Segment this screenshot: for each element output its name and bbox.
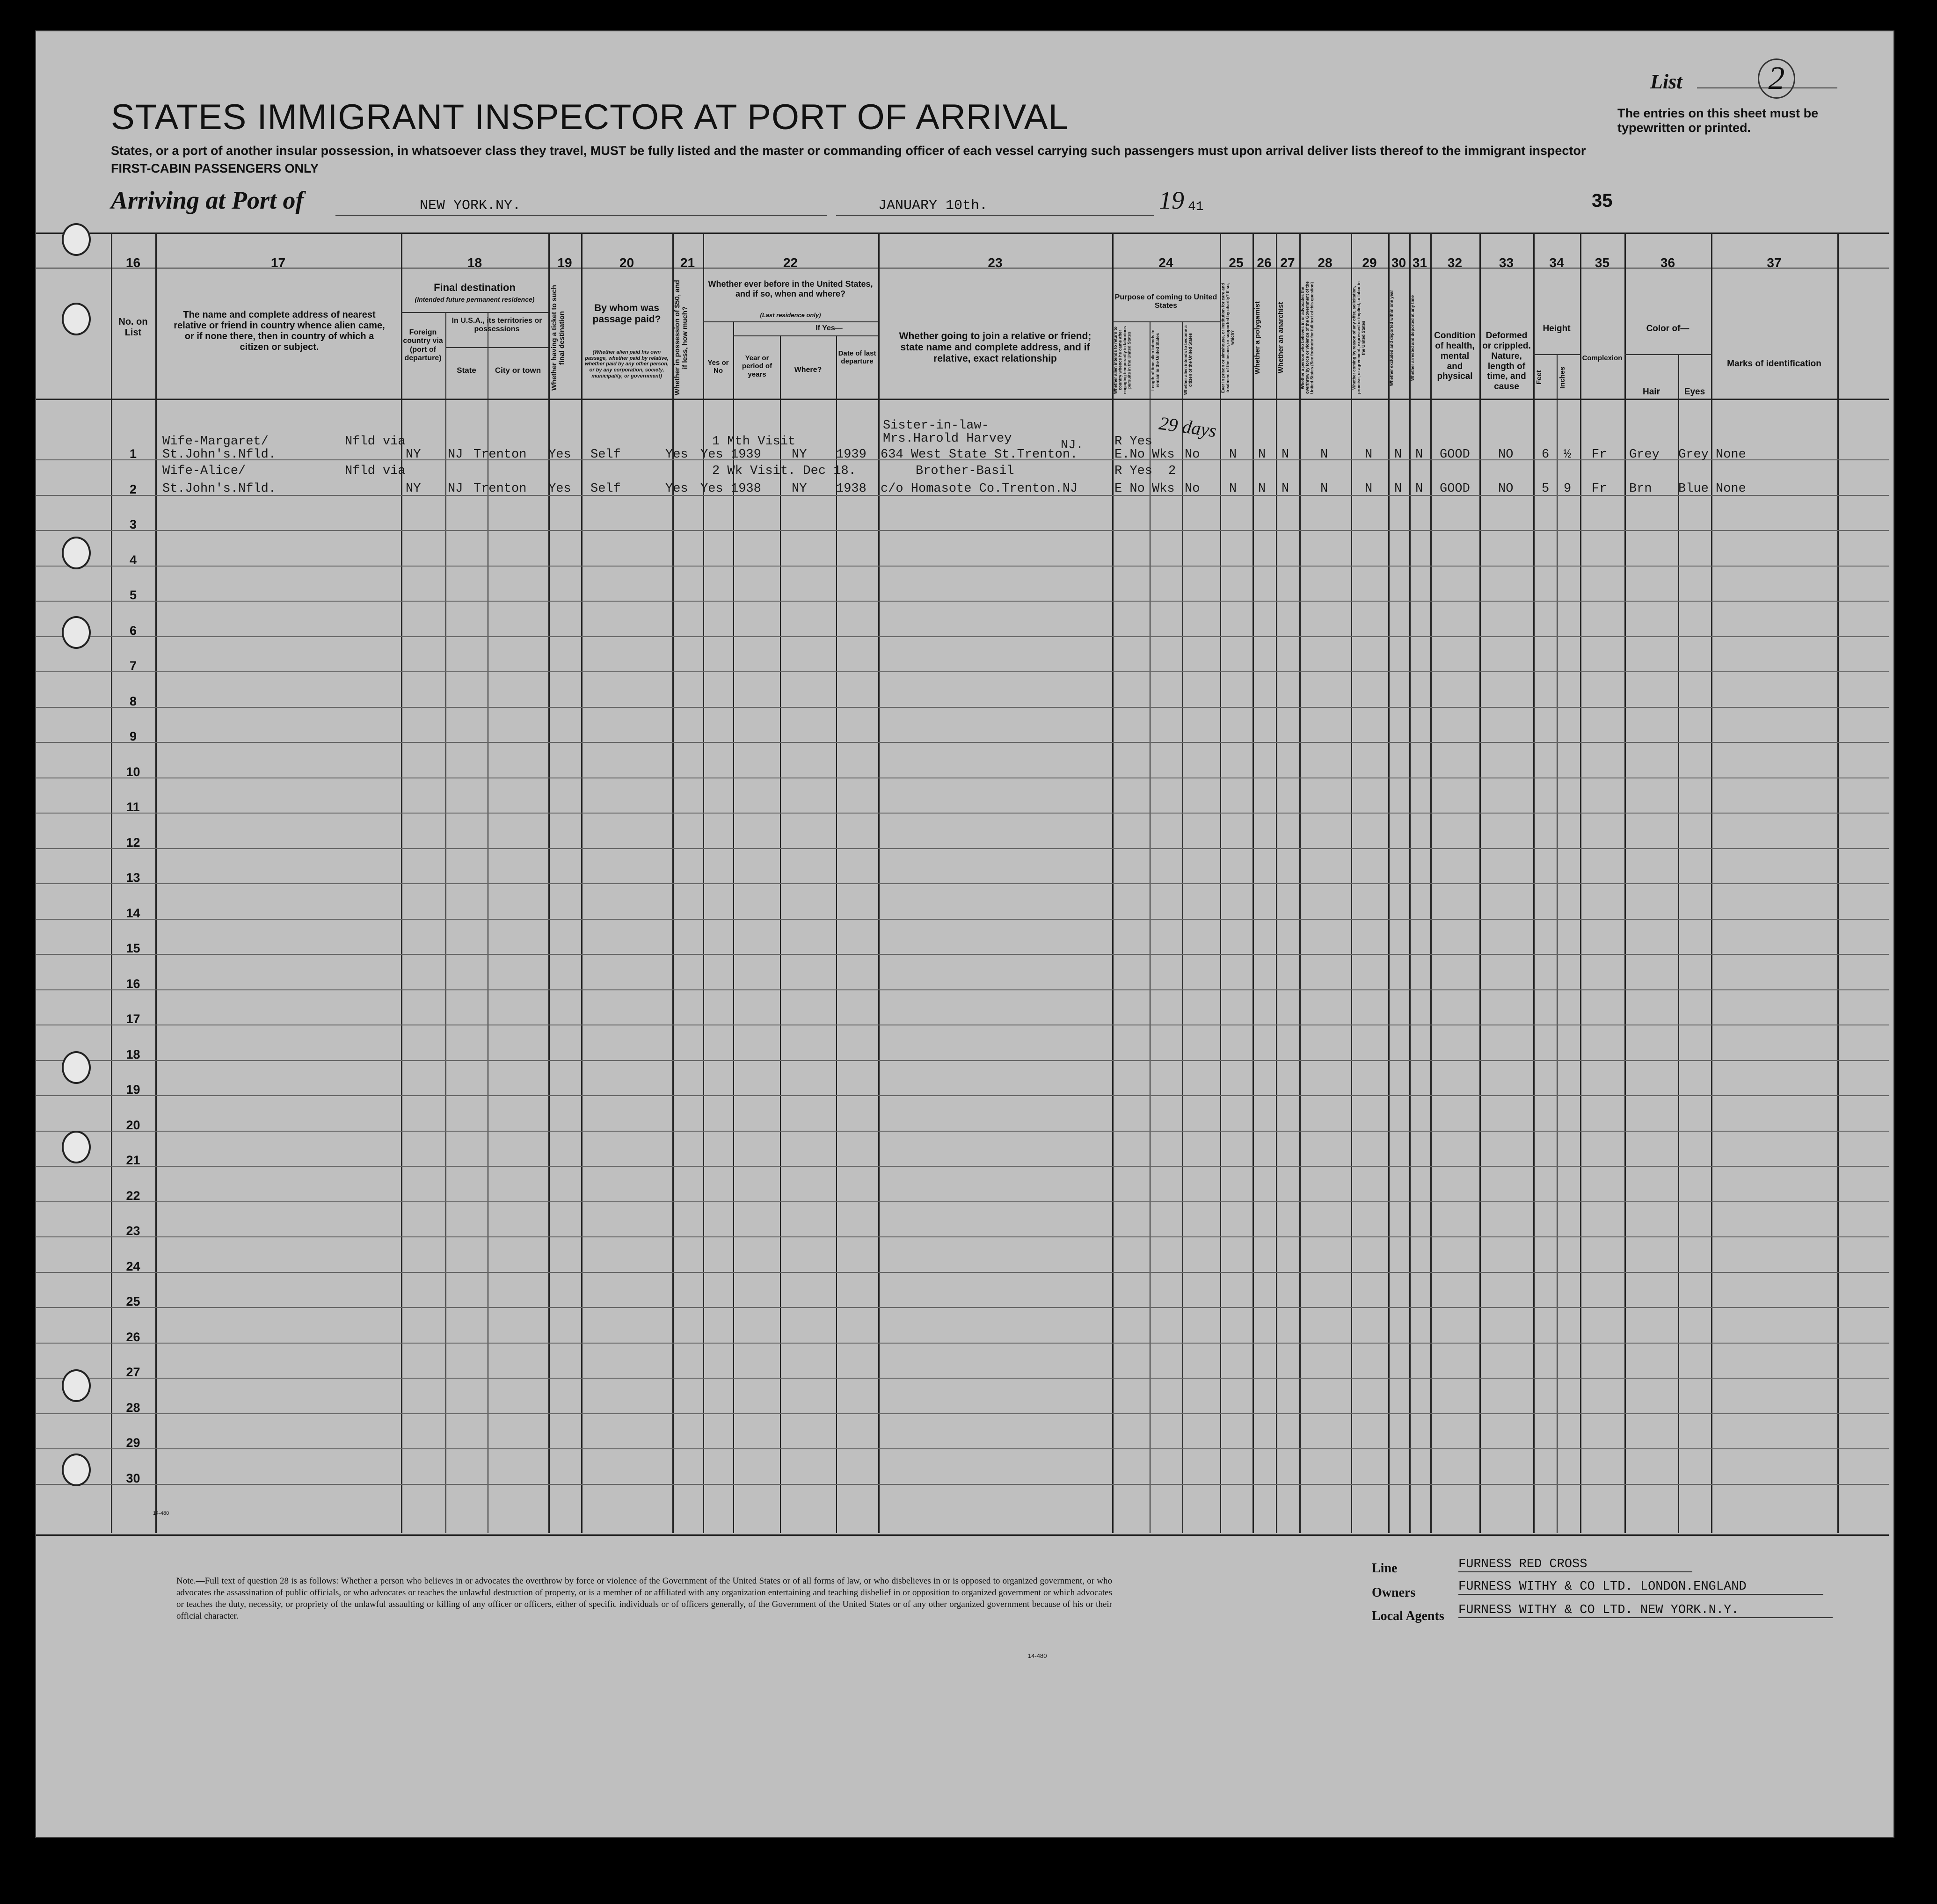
row1-relative-address: St.John's.Nfld. xyxy=(162,448,277,462)
table-row xyxy=(36,1236,1889,1237)
col-line xyxy=(1624,233,1626,1533)
binder-hole xyxy=(62,1051,91,1084)
row1-inches: ½ xyxy=(1564,448,1572,462)
line-value: FURNESS RED CROSS xyxy=(1458,1557,1692,1572)
row1-eyes: Grey xyxy=(1678,448,1709,462)
row2-ticket: Yes xyxy=(548,482,571,496)
row2-q31: N xyxy=(1415,482,1423,496)
row1-join-relation: Sister-in-law- xyxy=(883,419,989,433)
col-number: 32 xyxy=(1447,255,1463,270)
row2-join-name: Brother-Basil xyxy=(916,464,1014,478)
row-number: 2 xyxy=(129,482,137,496)
row-number: 5 xyxy=(129,588,137,602)
row-number: 18 xyxy=(126,1047,140,1061)
header-purpose-c: Whether alien intends to become a citizen of the United States xyxy=(1183,325,1193,395)
row-number: 20 xyxy=(126,1118,140,1132)
row2-before-note: 2 Wk Visit. Dec 18. xyxy=(712,464,856,478)
date-underline xyxy=(836,215,1154,216)
row2-state: NJ xyxy=(448,482,463,496)
col-line xyxy=(548,233,550,1533)
row-number: 1 xyxy=(129,447,137,461)
col-line xyxy=(733,321,734,1533)
row1-departure: 1939 xyxy=(836,448,867,462)
row2-hair: Brn xyxy=(1629,482,1652,496)
row1-before: Yes xyxy=(700,448,723,462)
header-anarchist: Whether an anarchist xyxy=(1277,302,1285,374)
col-number: 37 xyxy=(1767,255,1782,270)
row2-city: Trenton xyxy=(473,482,527,496)
header-before-note: (Last residence only) xyxy=(760,312,821,319)
col-line xyxy=(1276,233,1277,1533)
row-number: 6 xyxy=(129,623,137,638)
row1-join-name: Mrs.Harold Harvey xyxy=(883,432,1012,446)
table-row xyxy=(36,601,1889,602)
binder-hole xyxy=(62,1369,91,1402)
row1-feet: 6 xyxy=(1542,448,1550,462)
col-number: 19 xyxy=(557,255,572,270)
header-joining: Whether going to join a relative or friend; state name and complete address, and if relative, exact relationship xyxy=(899,331,1092,364)
col-number: 25 xyxy=(1229,255,1244,270)
row2-foreign-port: NY xyxy=(406,482,421,496)
row-number: 15 xyxy=(126,941,140,955)
list-label: List xyxy=(1650,70,1682,93)
header-before: Whether ever before in the United States, and if so, when and where? xyxy=(708,279,873,298)
col-number: 31 xyxy=(1412,255,1427,270)
row-number: 13 xyxy=(126,871,140,885)
row-number: 8 xyxy=(129,694,137,708)
arriving-underline xyxy=(335,215,827,216)
row-number: 22 xyxy=(126,1188,140,1203)
row-number: 28 xyxy=(126,1400,140,1415)
row1-health: GOOD xyxy=(1440,448,1470,462)
row2-polygamist: N xyxy=(1258,482,1266,496)
table-row xyxy=(36,1484,1889,1485)
sub-rule xyxy=(733,335,878,336)
col-line xyxy=(155,233,157,1533)
row-number: 17 xyxy=(126,1012,140,1026)
row1-q30: N xyxy=(1394,448,1402,462)
row2-anarchist: N xyxy=(1282,482,1289,496)
row2-departure: 1938 xyxy=(836,482,867,496)
col-line xyxy=(836,335,837,1533)
page-title: STATES IMMIGRANT INSPECTOR AT PORT OF ARRIVAL xyxy=(111,97,1069,137)
header-feet: Feet xyxy=(1535,370,1543,385)
table-row xyxy=(36,1413,1889,1414)
manifest-sheet xyxy=(35,30,1894,1838)
row1-foreign-port: NY xyxy=(406,448,421,462)
row2-complexion: Fr xyxy=(1592,482,1607,496)
row2-q29: N xyxy=(1365,482,1373,496)
row2-before: Yes xyxy=(700,482,723,496)
table-row xyxy=(36,813,1889,814)
row-number: 21 xyxy=(126,1153,140,1167)
col-line xyxy=(1711,233,1712,1533)
row2-q28: N xyxy=(1320,482,1328,496)
agents-label: Local Agents xyxy=(1372,1609,1444,1623)
binder-hole xyxy=(62,616,91,649)
col-number: 21 xyxy=(680,255,695,270)
table-row xyxy=(36,989,1889,990)
row1-q29: N xyxy=(1365,448,1373,462)
row2-purpose-return: R Yes xyxy=(1114,464,1153,478)
header-purpose-b: Length of time alien intends to remain in the United States xyxy=(1151,329,1160,391)
port-value: NEW YORK.NY. xyxy=(420,198,521,214)
header-q30: Whether excluded and deported within one year xyxy=(1389,290,1394,386)
row1-prison: N xyxy=(1229,448,1237,462)
col-line xyxy=(401,233,402,1533)
col-number: 29 xyxy=(1362,255,1377,270)
col-number: 22 xyxy=(783,255,798,270)
row-number: 3 xyxy=(129,517,137,531)
sub-rule xyxy=(1533,354,1580,355)
row2-year: 1938 xyxy=(731,482,761,496)
row-number: 25 xyxy=(126,1294,140,1308)
row-number: 16 xyxy=(126,976,140,991)
row1-year: 1939 xyxy=(731,448,761,462)
col-line xyxy=(1409,233,1411,1533)
line-label: Line xyxy=(1372,1561,1398,1576)
header-in-usa: In U.S.A., its territories or possessions xyxy=(451,317,542,334)
row2-relative-address: St.John's.Nfld. xyxy=(162,482,277,496)
header-passage-note: (Whether alien paid his own passage, whether paid by relative, whether paid by any other person, or by any corporation, society, municipality, or government) xyxy=(584,349,669,379)
row2-paid: Self xyxy=(590,482,621,496)
row1-join-state: NJ. xyxy=(1061,438,1084,452)
row2-possession: Yes xyxy=(665,482,688,496)
row1-where: NY xyxy=(792,448,807,462)
row-number: 27 xyxy=(126,1365,140,1379)
row-number: 23 xyxy=(126,1224,140,1238)
agents-value: FURNESS WITHY & CO LTD. NEW YORK.N.Y. xyxy=(1458,1603,1833,1618)
year-suffix: 41 xyxy=(1188,200,1204,214)
table-row xyxy=(36,954,1889,955)
header-ticket: Whether having a ticket to such final destination xyxy=(550,285,566,391)
row1-purpose-e: E.No xyxy=(1114,448,1145,462)
row2-prison: N xyxy=(1229,482,1237,496)
header-foreign-country: Foreign country via (port of departure) xyxy=(403,328,443,363)
col-line xyxy=(1837,233,1839,1533)
col-line xyxy=(1150,321,1151,1533)
row1-citizen: No xyxy=(1185,448,1200,462)
header-subtitle: States, or a port of another insular possession, in whatsoever class they travel, MUST be fully listed and the master or commanding officer of each vessel carrying such passengers must upon arrival deliver lists thereof to the immigrant inspector xyxy=(111,144,1586,158)
col-number: 16 xyxy=(125,255,141,270)
header-state: State xyxy=(457,366,476,375)
row1-length: Wks xyxy=(1152,448,1175,462)
col-line xyxy=(1299,233,1301,1533)
header-q28: Whether a person who believes in or advocates the overthrow by force or violence of the Government of the United States (See footnote for full text of this question) xyxy=(1300,281,1314,394)
binder-hole xyxy=(62,223,91,256)
table-row xyxy=(36,919,1889,920)
header-no-on-list: No. on List xyxy=(118,317,148,338)
col-number: 27 xyxy=(1280,255,1295,270)
row2-join-address: c/o Homasote Co.Trenton.NJ xyxy=(881,482,1078,496)
row-number: 30 xyxy=(126,1471,140,1485)
row1-purpose-return: R Yes xyxy=(1114,435,1153,449)
table-row xyxy=(36,671,1889,672)
row-number: 7 xyxy=(129,659,137,673)
form-number-top: 14-480 xyxy=(153,1511,169,1516)
col-line xyxy=(1388,233,1390,1533)
date-value: JANUARY 10th. xyxy=(878,198,988,214)
header-health: Condition of health, mental and physical xyxy=(1434,331,1476,382)
sub-rule xyxy=(401,312,548,313)
header-yes-no: Yes or No xyxy=(707,359,729,375)
owners-label: Owners xyxy=(1372,1585,1416,1600)
row2-citizen: No xyxy=(1185,482,1200,496)
table-row xyxy=(36,636,1889,637)
col-line xyxy=(581,233,583,1533)
table-row xyxy=(36,1448,1889,1449)
col-number: 35 xyxy=(1595,255,1610,270)
row-number: 9 xyxy=(129,729,137,743)
row1-q28: N xyxy=(1320,448,1328,462)
binder-hole xyxy=(62,1131,91,1163)
sub-rule xyxy=(1624,354,1711,355)
header-purpose-a: Whether alien intends to return to country whence he came after engaging temporarily in laborious pursuits in the United States xyxy=(1113,326,1132,394)
arriving-label: Arriving at Port of xyxy=(111,186,304,214)
row-number: 14 xyxy=(126,906,140,920)
row1-paid: Self xyxy=(590,448,621,462)
header-if-yes: If Yes— xyxy=(816,324,843,332)
table-row xyxy=(36,1201,1889,1202)
table-row xyxy=(36,883,1889,884)
header-city: City or town xyxy=(495,366,541,375)
col-number: 36 xyxy=(1660,255,1675,270)
col-line xyxy=(780,335,781,1533)
table-row xyxy=(36,1060,1889,1061)
row1-anarchist: N xyxy=(1282,448,1289,462)
col-line xyxy=(1580,233,1581,1533)
header-date-departure: Date of last departure xyxy=(838,349,876,366)
col-line xyxy=(672,233,674,1533)
col-line xyxy=(1678,354,1679,1533)
col-line xyxy=(1351,233,1352,1533)
row1-possession: Yes xyxy=(665,448,688,462)
header-polygamist: Whether a polygamist xyxy=(1253,301,1261,374)
col-line xyxy=(1533,233,1535,1533)
table-row xyxy=(36,1131,1889,1132)
row2-purpose-e: E No xyxy=(1114,482,1145,496)
header-purpose: Purpose of coming to United States xyxy=(1114,293,1217,310)
col-number: 33 xyxy=(1499,255,1514,270)
row1-deformed: NO xyxy=(1498,448,1514,462)
col-line xyxy=(1220,233,1221,1533)
col-line xyxy=(1430,233,1432,1533)
row2-eyes: Blue xyxy=(1678,482,1709,496)
col-number: 17 xyxy=(270,255,286,270)
table-row xyxy=(36,1307,1889,1308)
header-rule xyxy=(36,399,1889,400)
row1-polygamist: N xyxy=(1258,448,1266,462)
row2-inches: 9 xyxy=(1564,482,1572,496)
header-height: Height xyxy=(1543,324,1571,334)
row2-foreign: Nfld via xyxy=(345,464,406,478)
row1-length-handwritten: 29 days xyxy=(1158,412,1218,442)
sub-rule xyxy=(703,321,878,322)
table-row xyxy=(36,707,1889,708)
table-row xyxy=(36,530,1889,531)
header-complexion: Complexion xyxy=(1582,354,1623,362)
col-number: 24 xyxy=(1158,255,1173,270)
table-row xyxy=(36,742,1889,743)
col-number: 30 xyxy=(1391,255,1406,270)
row-number: 11 xyxy=(126,800,140,814)
row2-where: NY xyxy=(792,482,807,496)
header-prison: Ever in prison or almshouse, or institution for care and treatment of the insane, or supported by charity? If so, which? xyxy=(1221,283,1235,393)
row1-ticket: Yes xyxy=(548,448,571,462)
header-marks: Marks of identification xyxy=(1727,359,1821,369)
header-inches: Inches xyxy=(1558,366,1566,389)
col-line xyxy=(1182,321,1183,1533)
row1-join-address: 634 West State St.Trenton. xyxy=(881,448,1078,462)
row1-before-note: 1 Mth Visit xyxy=(712,435,796,449)
row-number: 26 xyxy=(126,1330,140,1344)
row-number: 29 xyxy=(126,1436,140,1450)
cabin-label: FIRST-CABIN PASSENGERS ONLY xyxy=(111,161,319,175)
row2-length: Wks xyxy=(1152,482,1175,496)
col-line xyxy=(703,233,704,1533)
year-prefix: 19 xyxy=(1159,186,1184,214)
header-final-note: (Intended future permanent residence) xyxy=(415,296,535,303)
row2-marks: None xyxy=(1716,482,1746,496)
row2-relative-name: Wife-Alice/ xyxy=(162,464,246,478)
table-row xyxy=(36,1272,1889,1273)
col-number: 18 xyxy=(467,255,482,270)
table-row xyxy=(36,1378,1889,1379)
binder-hole xyxy=(62,303,91,335)
row1-marks: None xyxy=(1716,448,1746,462)
header-eyes: Eyes xyxy=(1684,387,1705,397)
row2-health: GOOD xyxy=(1440,482,1470,496)
col-line xyxy=(1112,233,1114,1533)
binder-hole xyxy=(62,537,91,569)
header-possession: Whether in possession of $50, and if less, how much? xyxy=(673,280,689,396)
footnote: Note.—Full text of question 28 is as follows: Whether a person who believes in or advocates the overthrow by force or violence of the Government of the United States or of all forms of law, or who disbelieves in or is opposed to organized government, or who advocates the assassination of public officials, or who advocates or teaches the unlawful destruction of property, or is a member of or affiliated with any organization entertaining and teaching disbelief in or opposition to organized government or which advocates or teaches the duty, necessity, or propriety of the unlawful assaulting or killing of any officer or officers, either of specific individuals or of officers generally, of the Government of the United States or of any other organized government because of his or their official character. xyxy=(176,1576,1112,1621)
header-deformed: Deformed or crippled. Nature, length of time, and cause xyxy=(1482,331,1531,392)
col-number: 28 xyxy=(1318,255,1333,270)
table-row xyxy=(36,1095,1889,1096)
col-number: 34 xyxy=(1549,255,1564,270)
row-number: 4 xyxy=(129,552,137,567)
header-final-destination: Final destination xyxy=(434,282,516,293)
row-number: 19 xyxy=(126,1083,140,1097)
header-q29: Whether coming by reason of any offer, solicitation, promise, or agreement, expressed or implied, to labor in the United States xyxy=(1352,281,1366,394)
table-row xyxy=(36,1166,1889,1167)
header-q31: Whether arrested and deported at any time xyxy=(1410,295,1415,381)
list-number: 2 xyxy=(1758,58,1795,99)
header-year-period: Year or period of years xyxy=(742,354,772,378)
form-number: 14-480 xyxy=(1028,1652,1047,1659)
col-number: 20 xyxy=(619,255,634,270)
col-number: 23 xyxy=(988,255,1003,270)
header-where: Where? xyxy=(794,366,822,374)
row-number: 24 xyxy=(126,1259,140,1273)
sub-rule xyxy=(445,347,548,348)
col-line xyxy=(1479,233,1481,1533)
col-line xyxy=(1252,233,1254,1533)
sub-rule xyxy=(1112,321,1220,322)
header-passage: By whom was passage paid? xyxy=(592,303,661,325)
typewritten-notice: The entries on this sheet must be typewritten or printed. xyxy=(1617,106,1819,135)
row1-hair: Grey xyxy=(1629,448,1660,462)
row2-q30: N xyxy=(1394,482,1402,496)
col-line xyxy=(1557,354,1558,1533)
row-number: 10 xyxy=(126,764,140,779)
row1-state: NJ xyxy=(448,448,463,462)
row2-deformed: NO xyxy=(1498,482,1514,496)
row2-length-number: 2 xyxy=(1168,464,1176,478)
row-number: 12 xyxy=(126,835,140,850)
header-relative: The name and complete address of nearest relative or friend in country whence alien came, or if none there, then in country of which a citizen or subject. xyxy=(174,310,385,352)
row2-feet: 5 xyxy=(1542,482,1550,496)
table-row xyxy=(36,848,1889,849)
table-row xyxy=(36,566,1889,567)
header-color: Color of— xyxy=(1646,324,1689,334)
row1-city: Trenton xyxy=(473,448,527,462)
row1-relative-name: Wife-Margaret/ xyxy=(162,435,269,449)
row1-complexion: Fr xyxy=(1592,448,1607,462)
header-hair: Hair xyxy=(1643,387,1660,397)
table-row xyxy=(36,1343,1889,1344)
row1-q31: N xyxy=(1415,448,1423,462)
page-number: 35 xyxy=(1592,190,1613,211)
row1-foreign: Nfld via xyxy=(345,435,406,449)
col-number: 26 xyxy=(1257,255,1272,270)
binder-hole xyxy=(62,1453,91,1486)
owners-value: FURNESS WITHY & CO LTD. LONDON.ENGLAND xyxy=(1458,1580,1823,1595)
col-line xyxy=(878,233,880,1533)
